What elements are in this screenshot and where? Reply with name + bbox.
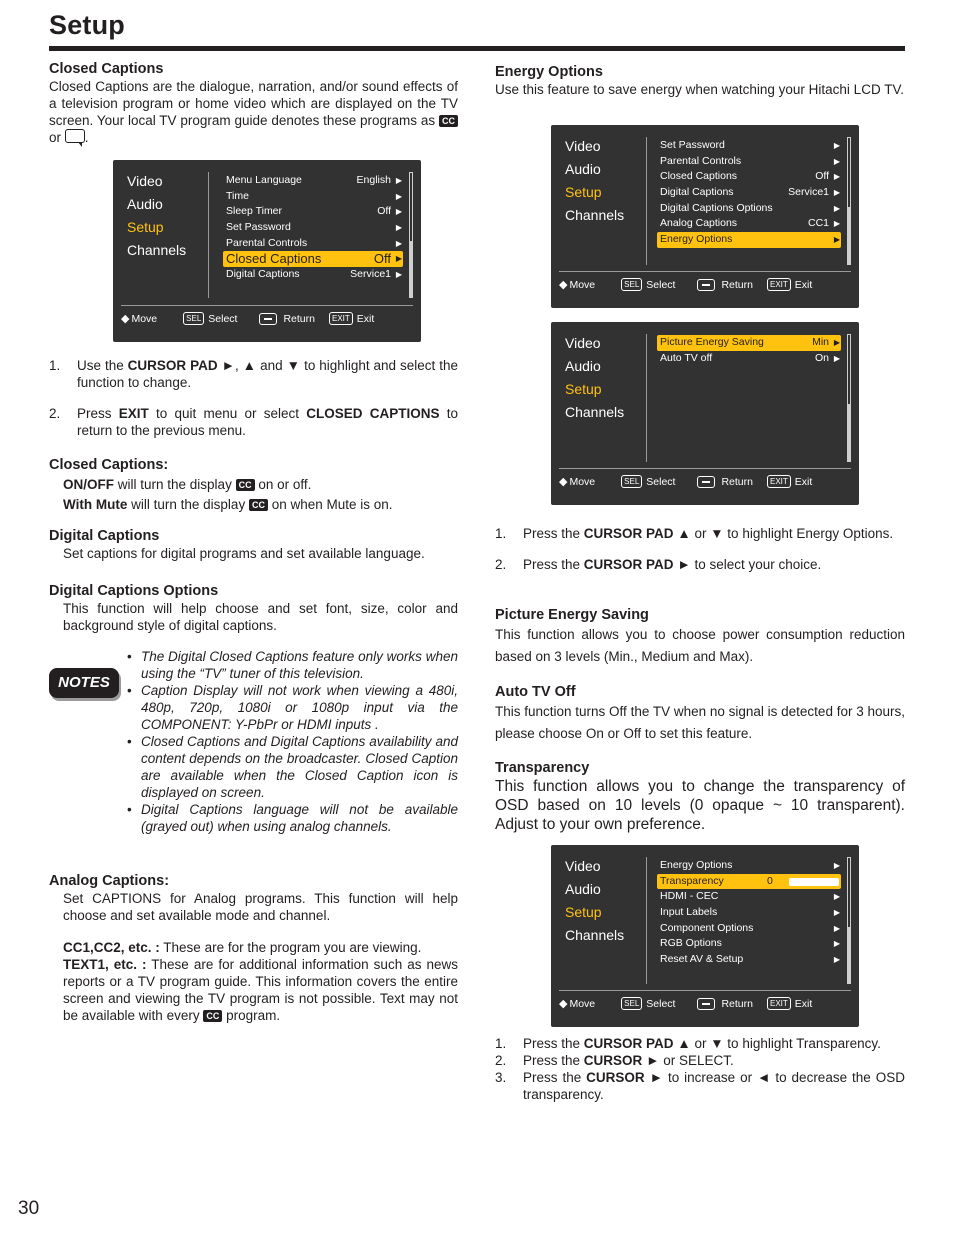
osd-items	[657, 335, 841, 366]
autotv-body: This function turns Off the TV when no signal is detected for 3 hours, please choose On or Off to set this feature.	[495, 704, 905, 741]
osd-item-reset-av-setup[interactable]	[657, 952, 841, 968]
arrow-right-icon: ▶	[833, 188, 840, 198]
osd-item-value: Min	[812, 336, 829, 348]
osd-item-energy-options[interactable]	[657, 858, 841, 874]
osd-item-parental-controls[interactable]	[223, 236, 403, 252]
cc-onoff-bold: ON/OFF	[63, 477, 114, 492]
cc-steps	[49, 357, 458, 439]
osd-item-label: Auto TV off	[660, 351, 713, 364]
transparency-step-2	[495, 1052, 905, 1069]
sel-key-icon: SEL	[621, 475, 642, 488]
notes-list	[125, 648, 458, 835]
cc-onoff-heading: Closed Captions:	[49, 457, 169, 473]
step-text: ▲ or ▼ to highlight Energy Options.	[677, 526, 894, 541]
energy-body: Use this feature to save energy when watching your Hitachi LCD TV.	[495, 82, 904, 97]
transparency-section	[495, 759, 905, 834]
osd-item-label: Closed Captions	[226, 251, 322, 267]
step-text: ▲ or ▼ to highlight Transparency.	[677, 1036, 881, 1051]
cc-onoff-bold: With Mute	[63, 497, 128, 512]
arrow-right-icon: ▶	[833, 219, 840, 229]
pes-heading: Picture Energy Saving	[495, 607, 649, 623]
page-number: 30	[18, 1198, 40, 1219]
transparency-step-3	[495, 1069, 905, 1103]
move-icon: ◆	[559, 476, 566, 488]
osd-item-parental-controls[interactable]	[657, 154, 841, 170]
osd-sidebar-setup[interactable]: Setup	[565, 904, 602, 920]
osd-sidebar-channels[interactable]: Channels	[127, 242, 187, 258]
return-key-icon	[697, 279, 715, 291]
osd-item-menu-language[interactable]	[223, 173, 403, 189]
osd-item-digital-captions[interactable]	[657, 185, 841, 201]
osd-sidebar-video[interactable]: Video	[565, 858, 601, 874]
osd-item-component-options[interactable]	[657, 921, 841, 937]
osd-item-value: Off	[815, 170, 829, 183]
osd-item-set-password[interactable]	[223, 220, 403, 236]
step-text: Use the	[77, 358, 124, 373]
osd-items	[223, 173, 403, 283]
osd-item-input-labels[interactable]	[657, 905, 841, 921]
analog-text-line	[49, 956, 458, 1024]
cc-step-1	[49, 357, 458, 391]
osd-sidebar-video[interactable]: Video	[565, 335, 601, 351]
right-column	[495, 63, 905, 1102]
osd-menu-closed-captions	[113, 160, 421, 342]
osd-item-closed-captions[interactable]	[223, 251, 403, 267]
step-text: to quit menu or select	[156, 406, 299, 421]
step-bold: CURSOR PAD	[583, 1036, 674, 1051]
arrow-right-icon: ▶	[833, 923, 840, 933]
footer-exit: Exit	[794, 997, 813, 1010]
step-num: 2.	[495, 557, 507, 572]
cc-onoff-line2	[49, 496, 458, 513]
analog-text-bold: TEXT1, etc. :	[63, 957, 147, 972]
osd-divider	[208, 172, 209, 298]
osd-sidebar	[565, 135, 624, 227]
osd-sidebar	[565, 332, 624, 424]
arrow-right-icon: ▶	[833, 172, 840, 182]
osd-item-set-password[interactable]	[657, 138, 841, 154]
step-num: 1.	[49, 358, 61, 373]
osd-item-value: Off	[377, 205, 391, 218]
step-text: ► to select your choice.	[677, 557, 822, 572]
osd-item-digital-captions[interactable]	[223, 267, 403, 283]
dco-section	[49, 582, 458, 634]
arrow-right-icon: ▶	[395, 191, 402, 201]
energy-heading: Energy Options	[495, 64, 603, 80]
osd-footer-divider	[559, 990, 851, 991]
return-key-icon	[259, 313, 277, 325]
step-text: Press the	[523, 526, 581, 541]
period-text: .	[84, 130, 89, 145]
step-bold: CURSOR PAD	[583, 557, 674, 572]
osd-footer	[559, 475, 851, 488]
footer-return: Return	[721, 997, 753, 1010]
cc-step-2	[49, 405, 458, 439]
step-num: 2.	[49, 406, 61, 421]
move-icon: ◆	[121, 313, 128, 325]
footer-select: Select	[646, 997, 676, 1010]
osd-sidebar-channels[interactable]: Channels	[565, 404, 625, 420]
osd-item-closed-captions[interactable]	[657, 169, 841, 185]
energy-step-1	[495, 525, 905, 542]
osd-item-label: Picture Energy Saving	[660, 336, 764, 348]
closed-captions-body	[49, 78, 458, 146]
notes-badge: NOTES	[49, 668, 119, 698]
caption-bubble-icon	[65, 129, 85, 143]
osd-footer	[121, 312, 413, 325]
footer-select: Select	[646, 475, 676, 488]
osd-sidebar-audio[interactable]: Audio	[565, 881, 601, 897]
closed-captions-body-text: Closed Captions are the dialogue, narration, and/or sound effects of a television program or home video which are displayed on the TV screen. Your local TV program guide denotes these programs	[49, 79, 458, 128]
osd-item-label: Reset AV & Setup	[660, 953, 744, 966]
cc-onoff-section	[49, 456, 458, 513]
osd-sidebar-setup[interactable]: Setup	[127, 219, 164, 235]
osd-item-value: English	[356, 174, 391, 186]
osd-sidebar-video[interactable]: Video	[127, 173, 163, 189]
footer-exit: Exit	[794, 278, 813, 291]
footer-select: Select	[208, 312, 238, 325]
arrow-right-icon: ▶	[833, 939, 840, 949]
energy-steps	[495, 525, 905, 573]
analog-text-end: program.	[226, 1008, 281, 1023]
osd-item-label: RGB Options	[660, 937, 722, 950]
osd-items	[657, 858, 841, 968]
step-bold: CURSOR	[583, 1053, 643, 1068]
arrow-right-icon: ▶	[833, 203, 840, 213]
step-num: 1.	[495, 526, 507, 541]
notes-section	[49, 648, 458, 838]
osd-item-label: Component Options	[660, 921, 754, 934]
osd-sidebar-setup[interactable]: Setup	[565, 184, 602, 200]
arrow-right-icon: ▶	[833, 235, 840, 245]
osd-sidebar	[565, 855, 624, 947]
left-column	[49, 60, 458, 1023]
transparency-steps	[495, 1035, 905, 1103]
osd-sidebar	[127, 170, 186, 262]
osd-divider	[646, 137, 647, 265]
autotv-section	[495, 683, 905, 745]
closed-captions-heading: Closed Captions	[49, 61, 164, 77]
footer-move: Move	[569, 475, 596, 488]
return-key-icon	[697, 476, 715, 488]
as-text: as	[420, 113, 436, 128]
step-bold: CURSOR	[586, 1070, 645, 1085]
osd-item-digital-captions-options[interactable]	[657, 201, 841, 217]
osd-item-value: CC1	[807, 217, 829, 230]
osd-item-sleep-timer[interactable]	[223, 204, 403, 220]
osd-divider	[646, 857, 647, 984]
osd-item-transparency[interactable]	[657, 874, 841, 890]
energy-step-2	[495, 556, 905, 573]
step-num: 3.	[495, 1070, 507, 1085]
step-text: to return to the previous menu.	[77, 406, 458, 438]
osd-item-label: Digital Captions Options	[660, 201, 773, 214]
cc-onoff-text: will turn the display	[131, 497, 246, 512]
step-num: 2.	[495, 1053, 507, 1068]
note-item: • Closed Captions and Digital Captions availability and content depends on the broadcaster. Closed Caption are available when the Closed Caption icon is displayed on screen.	[125, 733, 458, 801]
osd-scrollbar[interactable]	[847, 334, 851, 462]
arrow-right-icon: ▶	[833, 353, 840, 363]
arrow-right-icon: ▶	[395, 207, 402, 217]
cc-onoff-text: on when Mute is on.	[271, 497, 393, 512]
osd-item-label: Set Password	[226, 221, 291, 234]
dco-body: This function will help choose and set font, size, color and background style of digital captions.	[63, 601, 458, 633]
osd-footer-divider	[559, 271, 851, 272]
osd-item-label: Input Labels	[660, 906, 718, 919]
step-text: Press the	[523, 1036, 581, 1051]
arrow-right-icon: ▶	[395, 223, 402, 233]
pes-body: This function allows you to choose power consumption reduction based on 3 levels (Min., Medium and Max).	[495, 627, 905, 664]
arrow-right-icon: ▶	[395, 238, 402, 248]
osd-item-auto-tv-off[interactable]	[657, 351, 841, 367]
footer-return: Return	[283, 312, 315, 325]
cc-icon: CC	[249, 499, 268, 511]
sel-key-icon: SEL	[621, 997, 642, 1010]
osd-item-analog-captions[interactable]	[657, 216, 841, 232]
footer-move: Move	[131, 312, 158, 325]
step-bold: CURSOR PAD	[583, 526, 674, 541]
osd-footer-divider	[121, 305, 413, 306]
osd-divider	[646, 334, 647, 462]
arrow-right-icon: ▶	[833, 892, 840, 902]
arrow-right-icon: ▶	[833, 156, 840, 166]
osd-sidebar-channels[interactable]: Channels	[565, 927, 625, 943]
footer-move: Move	[569, 278, 596, 291]
transparency-slider[interactable]	[789, 878, 839, 886]
analog-cc-text: These are for the program you are viewing.	[163, 940, 422, 955]
step-text: Press	[77, 406, 112, 421]
footer-exit: Exit	[356, 312, 375, 325]
arrow-right-icon: ▶	[833, 141, 840, 150]
analog-heading: Analog Captions:	[49, 873, 170, 889]
osd-sidebar-audio[interactable]: Audio	[565, 161, 601, 177]
footer-move: Move	[569, 997, 596, 1010]
osd-item-label: Digital Captions	[226, 268, 300, 281]
step-text: ►, ▲ and ▼ to highlight and select the function to change.	[77, 358, 458, 390]
osd-footer	[559, 997, 851, 1010]
digital-captions-section	[49, 527, 458, 562]
footer-exit: Exit	[794, 475, 813, 488]
exit-key-icon: EXIT	[767, 475, 791, 488]
note-item: • Digital Captions language will not be available (grayed out) when using analog channels.	[125, 801, 458, 835]
osd-scrollbar[interactable]	[409, 172, 413, 298]
osd-item-label: Transparency	[660, 874, 724, 887]
move-icon: ◆	[559, 998, 566, 1010]
step-bold: CLOSED CAPTIONS	[306, 406, 440, 421]
osd-footer	[559, 278, 851, 291]
exit-key-icon: EXIT	[329, 312, 353, 325]
osd-menu-energy-options	[551, 125, 859, 308]
footer-select: Select	[646, 278, 676, 291]
transparency-heading: Transparency	[495, 760, 590, 776]
osd-sidebar-setup[interactable]: Setup	[565, 381, 602, 397]
osd-item-rgb-options[interactable]	[657, 936, 841, 952]
osd-item-value: Service1	[350, 268, 391, 281]
transparency-step-1	[495, 1035, 905, 1052]
step-num: 1.	[495, 1036, 507, 1051]
osd-item-label: Time	[226, 189, 249, 202]
step-text: ► or SELECT.	[646, 1053, 734, 1068]
osd-item-label: Sleep Timer	[226, 205, 283, 218]
note-item: • The Digital Closed Captions feature only works when using the “TV” tuner of this television.	[125, 648, 458, 682]
osd-scrollbar[interactable]	[847, 137, 851, 265]
footer-return: Return	[721, 278, 753, 291]
return-key-icon	[697, 998, 715, 1010]
arrow-right-icon: ▶	[833, 908, 840, 918]
osd-sidebar-video[interactable]: Video	[565, 138, 601, 154]
osd-item-label: Closed Captions	[660, 170, 738, 183]
osd-scrollbar[interactable]	[847, 857, 851, 984]
or-text: or	[49, 130, 62, 145]
cc-onoff-text: will turn the display	[117, 477, 232, 492]
step-bold: CURSOR PAD	[127, 358, 218, 373]
dco-heading: Digital Captions Options	[49, 583, 219, 599]
osd-menu-transparency	[551, 845, 859, 1027]
osd-items	[657, 138, 841, 248]
digital-captions-heading: Digital Captions	[49, 528, 160, 544]
note-item: • Caption Display will not work when viewing a 480i, 480p, 720p, 1080i or 1080p input via the COMPONENT: Y-PbPr or HDMI inputs .	[125, 682, 458, 733]
sel-key-icon: SEL	[183, 312, 204, 325]
osd-item-energy-options[interactable]	[657, 232, 841, 248]
analog-cc-line	[49, 939, 458, 956]
analog-captions-section	[49, 872, 458, 1024]
arrow-right-icon: ▶	[395, 270, 402, 280]
osd-item-label: Analog Captions	[660, 217, 738, 230]
osd-item-value: On	[814, 351, 829, 364]
arrow-right-icon: ▶	[395, 254, 402, 264]
arrow-right-icon: ▶	[833, 861, 840, 870]
step-text: Press the	[523, 557, 581, 572]
cc-icon: CC	[439, 115, 458, 127]
osd-item-label: Set Password	[660, 139, 725, 151]
sel-key-icon: SEL	[621, 278, 642, 291]
transparency-body: This function allows you to change the transparency of OSD based on 10 levels (0 opaque ~ 10 transparent). Adjust to your own preference.	[495, 778, 905, 833]
osd-item-hdmi-cec[interactable]	[657, 889, 841, 905]
step-text: ► to increase or ◄ to decrease the OSD transparency.	[523, 1070, 905, 1102]
analog-text-text: These are for additional information such as news reports or a TV program guide. This information covers the entire screen and viewing the TV program is not possible. Text may not be available with every	[63, 957, 458, 1023]
osd-item-label: Energy Options	[660, 859, 733, 871]
osd-item-picture-energy-saving[interactable]	[657, 335, 841, 351]
osd-item-value: Off	[373, 251, 391, 267]
osd-item-label: Menu Language	[226, 174, 302, 186]
osd-item-label: HDMI - CEC	[660, 890, 719, 903]
step-text: Press the	[523, 1070, 582, 1085]
exit-key-icon: EXIT	[767, 278, 791, 291]
title-rule	[49, 46, 905, 51]
cc-onoff-line1	[49, 476, 458, 493]
osd-sidebar-audio[interactable]: Audio	[565, 358, 601, 374]
cc-icon: CC	[236, 479, 255, 491]
osd-menu-energy-submenu	[551, 322, 859, 505]
arrow-right-icon: ▶	[833, 955, 840, 965]
osd-footer-divider	[559, 468, 851, 469]
cc-icon: CC	[203, 1010, 222, 1022]
step-text: Press the	[523, 1053, 581, 1068]
osd-item-label: Parental Controls	[226, 236, 308, 249]
osd-item-value: Service1	[788, 186, 829, 199]
osd-item-time[interactable]	[223, 189, 403, 205]
arrow-right-icon: ▶	[833, 338, 840, 347]
osd-item-label: Digital Captions	[660, 186, 734, 199]
cc-onoff-text: on or off.	[258, 477, 312, 492]
digital-captions-body: Set captions for digital programs and set available language.	[63, 546, 425, 561]
page-title: Setup	[49, 10, 126, 40]
exit-key-icon: EXIT	[767, 997, 791, 1010]
analog-cc-bold: CC1,CC2, etc. :	[63, 940, 160, 955]
osd-item-label: Parental Controls	[660, 154, 742, 167]
transparency-value: 0	[767, 874, 773, 887]
osd-item-label: Energy Options	[660, 233, 733, 246]
move-icon: ◆	[559, 279, 566, 291]
pes-section	[495, 606, 905, 668]
analog-body: Set CAPTIONS for Analog programs. This function will help choose and set available mode and channel.	[63, 891, 458, 923]
osd-sidebar-channels[interactable]: Channels	[565, 207, 625, 223]
step-bold: EXIT	[118, 406, 149, 421]
autotv-heading: Auto TV Off	[495, 684, 576, 700]
osd-sidebar-audio[interactable]: Audio	[127, 196, 163, 212]
arrow-right-icon: ▶	[395, 176, 402, 185]
footer-return: Return	[721, 475, 753, 488]
